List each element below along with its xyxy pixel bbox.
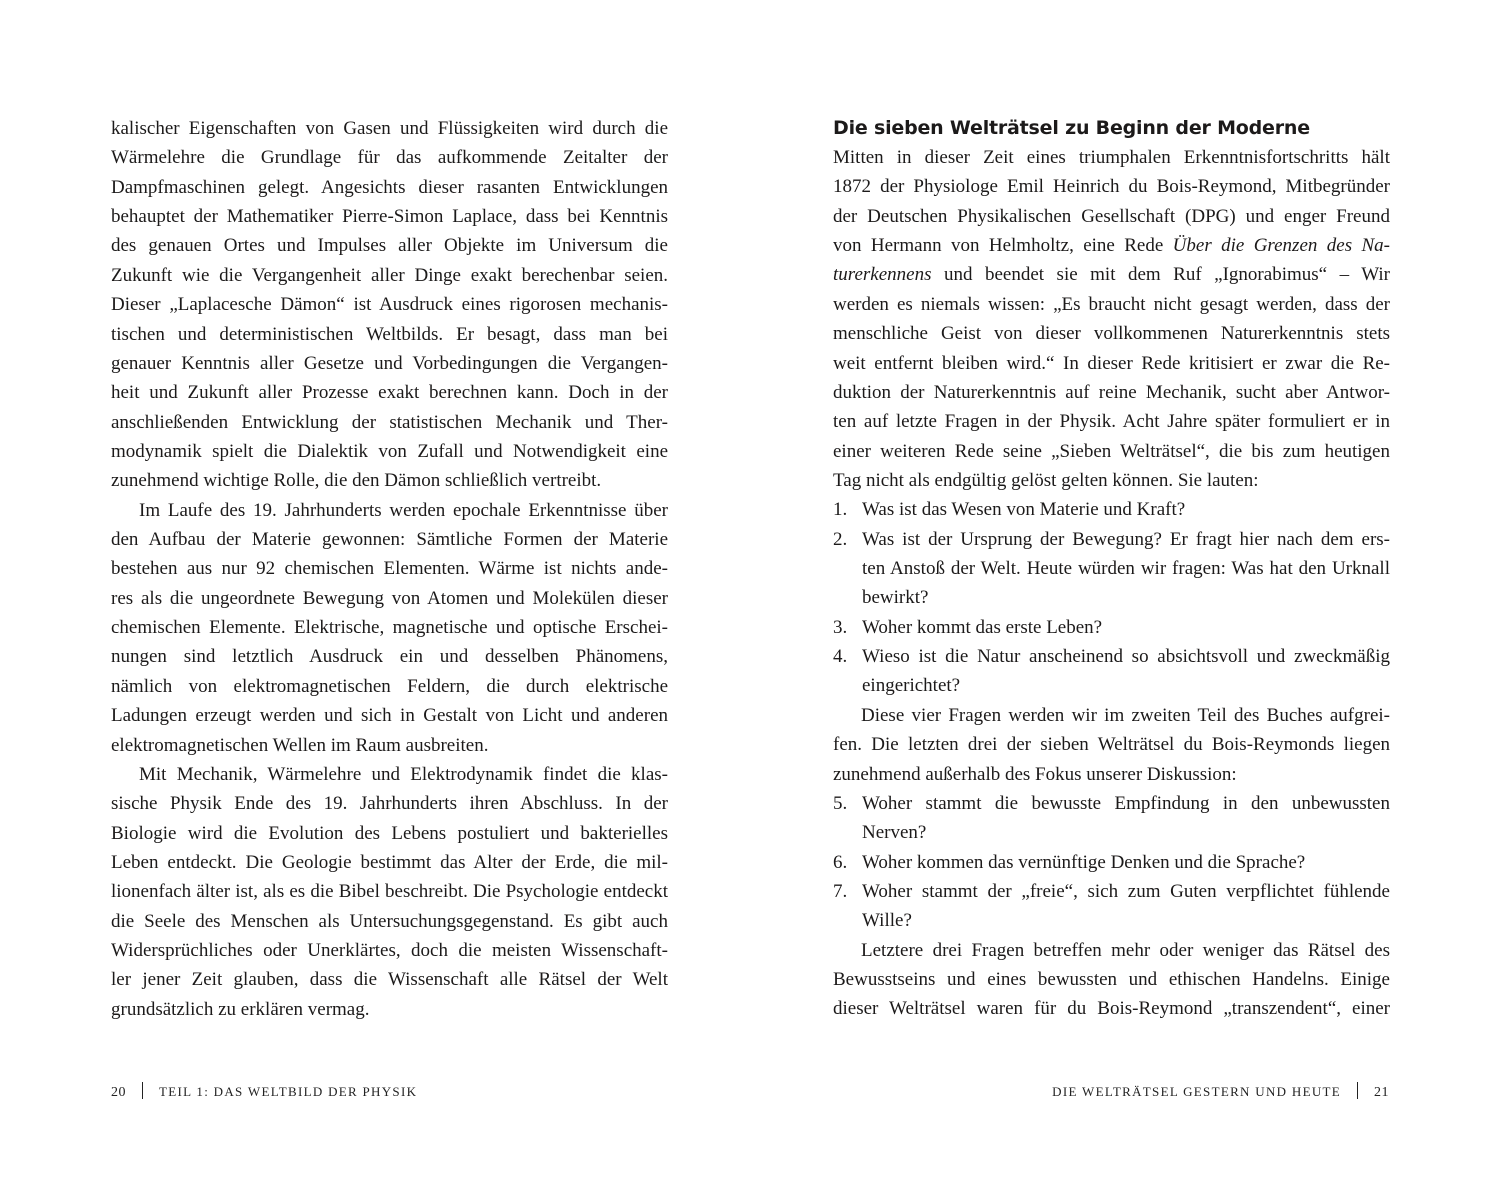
text-line: lionenfach älter ist, als es die Bibel beschreibt. Die Psychologie entdeckt — [111, 881, 668, 903]
text-line: weit entfernt bleiben wird.“ In dieser Rede kritisiert er zwar die Re- — [833, 352, 1390, 374]
text-line: genauer Kenntnis aller Gesetze und Vorbedingungen die Vergangen- — [111, 352, 668, 374]
running-head: DIE WELTRÄTSEL GESTERN UND HEUTE — [1052, 1084, 1341, 1099]
text-line: zunehmend außerhalb des Fokus unserer Diskussion: — [833, 763, 1237, 785]
list-number: 6. — [833, 851, 848, 873]
list-number: 2. — [833, 528, 848, 550]
text-line: zunehmend wichtige Rolle, die den Dämon schließlich vertreibt. — [111, 470, 602, 492]
list-number: 4. — [833, 646, 848, 668]
text-line: nämlich von elektromagnetischen Feldern, die durch elektrische — [111, 675, 668, 697]
right-page-body — [833, 143, 1390, 1024]
list-item-line: 5. Woher stammt die bewusste Empfindung in den unbewussten — [833, 789, 1390, 818]
list-item-line: 3. Woher kommt das erste Leben? — [833, 613, 1390, 642]
text-line: einer weiteren Rede seine „Sieben Welträtsel“, die bis zum heutigen — [833, 440, 1390, 462]
text-line: Tag nicht als endgültig gelöst gelten können. Sie lauten: — [833, 469, 1259, 491]
italic-title: turerkennens — [833, 264, 932, 286]
text-line: heit und Zukunft aller Prozesse exakt berechnen kann. Doch in der — [111, 382, 668, 404]
text-line: Zukunft wie die Vergangenheit aller Dinge exakt berechenbar seien. — [111, 264, 668, 286]
text-line: Letztere drei Fragen betreffen mehr oder weniger das Rätsel des — [861, 939, 1390, 961]
footer-divider — [142, 1082, 143, 1099]
list-item-line: 6. Woher kommen das vernünftige Denken und die Sprache? — [833, 848, 1390, 877]
text-line: bestehen aus nur 92 chemischen Elementen. Wärme ist nichts ande- — [111, 558, 668, 580]
text-line: des genauen Ortes und Impulses aller Objekte im Universum die — [111, 235, 668, 257]
text-line: behauptet der Mathematiker Pierre-Simon Laplace, dass bei Kenntnis — [111, 206, 668, 228]
list-item-line: 1. Was ist das Wesen von Materie und Kraft? — [833, 495, 1390, 524]
list-number: 5. — [833, 792, 848, 814]
text-line: werden es niemals wissen: „Es braucht nicht gesagt werden, dass der — [833, 293, 1390, 315]
text-line: chemischen Elemente. Elektrische, magnetische und optische Erschei- — [111, 617, 668, 639]
text-line: ten auf letzte Fragen in der Physik. Acht Jahre später formuliert er in — [833, 411, 1390, 433]
text-line: Ladungen erzeugt werden und sich in Gestalt von Licht und anderen — [111, 705, 668, 727]
left-page-footer — [111, 1082, 417, 1101]
text-line: ten Anstoß der Welt. Heute würden wir fragen: Was hat den Urknall — [862, 558, 1390, 580]
text-line: ler jener Zeit glauben, dass die Wissenschaft alle Rätsel der Welt — [111, 969, 668, 991]
text-line: elektromagnetischen Wellen im Raum ausbreiten. — [111, 734, 489, 756]
text-line: grundsätzlich zu erklären vermag. — [111, 998, 370, 1020]
text-line: menschliche Geist von dieser vollkommenen Naturerkenntnis stets — [833, 323, 1390, 345]
running-head: TEIL 1: DAS WELTBILD DER PHYSIK — [159, 1084, 418, 1099]
text-line: die Seele des Menschen als Untersuchungsgegenstand. Es gibt auch — [111, 910, 668, 932]
left-page-body — [111, 114, 668, 1024]
page-number: 20 — [111, 1085, 126, 1100]
text-line: turerkennens und beendet sie mit dem Ruf „Ignorabimus“ – Wir — [833, 264, 1390, 286]
text-line: eingerichtet? — [862, 675, 961, 697]
text-line: von Hermann von Helmholtz, eine Rede Über die Grenzen des Na- — [833, 235, 1390, 257]
text-line: Wille? — [862, 910, 912, 932]
text-line: 1872 der Physiologe Emil Heinrich du Bois-Reymond, Mitbegründer — [833, 176, 1390, 198]
text-line: Wärmelehre die Grundlage für das aufkommende Zeitalter der — [111, 147, 668, 169]
text-line: Nerven? — [862, 822, 927, 844]
text-line: anschließenden Entwicklung der statistischen Mechanik und Ther- — [111, 411, 668, 433]
page-number: 21 — [1374, 1085, 1389, 1100]
text-line: fen. Die letzten drei der sieben Welträtsel du Bois-Reymonds liegen — [833, 734, 1390, 756]
right-page-footer — [1052, 1082, 1389, 1101]
list-item-line: 2. Was ist der Ursprung der Bewegung? Er fragt hier nach dem ers- — [833, 525, 1390, 554]
list-number: 3. — [833, 616, 848, 638]
text-line: kalischer Eigenschaften von Gasen und Flüssigkeiten wird durch die — [111, 118, 668, 139]
text-line: nungen sind letztlich Ausdruck ein und desselben Phänomens, — [111, 646, 668, 668]
text-line: modynamik spielt die Dialektik von Zufall und Notwendigkeit eine — [111, 440, 668, 462]
text-line: bewirkt? — [862, 587, 929, 609]
list-number: 1. — [833, 499, 848, 521]
text-line: Leben entdeckt. Die Geologie bestimmt das Alter der Erde, die mil- — [111, 851, 668, 873]
section-heading: Die sieben Welträtsel zu Beginn der Moderne — [833, 117, 1310, 139]
list-item-line: 4. Wieso ist die Natur anscheinend so absichtsvoll und zweckmäßig — [833, 642, 1390, 671]
text-line: Biologie wird die Evolution des Lebens postuliert und bakterielles — [111, 822, 668, 844]
footer-divider — [1357, 1082, 1358, 1099]
text-line: Dampfmaschinen gelegt. Angesichts dieser rasanten Entwicklungen — [111, 176, 668, 198]
text-line: Bewusstseins und eines bewussten und ethischen Handelns. Einige — [833, 969, 1390, 991]
text-line: duktion der Naturerkenntnis auf reine Mechanik, sucht aber Antwor- — [833, 381, 1390, 403]
text-line: Diese vier Fragen werden wir im zweiten Teil des Buches aufgrei- — [861, 704, 1390, 726]
text-line: res als die ungeordnete Bewegung von Atomen und Molekülen dieser — [111, 587, 668, 609]
text-line: Im Laufe des 19. Jahrhunderts werden epochale Erkenntnisse über — [139, 499, 668, 521]
text-line: Mitten in dieser Zeit eines triumphalen Erkenntnisfortschritts hält — [833, 147, 1390, 168]
text-line: Mit Mechanik, Wärmelehre und Elektrodynamik findet die klas- — [139, 763, 668, 785]
text-line: Widersprüchliches oder Unerklärtes, doch die meisten Wissenschaft- — [111, 940, 668, 962]
text-line: tischen und deterministischen Weltbilds. Er besagt, dass man bei — [111, 323, 668, 345]
list-number: 7. — [833, 880, 848, 902]
list-item-line: 7. Woher stammt der „freie“, sich zum Guten verpflichtet fühlende — [833, 877, 1390, 906]
text-line: der Deutschen Physikalischen Gesellschaft (DPG) und enger Freund — [833, 205, 1390, 227]
text-line: den Aufbau der Materie gewonnen: Sämtliche Formen der Materie — [111, 529, 668, 551]
text-line: Dieser „Laplacesche Dämon“ ist Ausdruck eines rigorosen mechanis- — [111, 294, 668, 316]
text-line: sische Physik Ende des 19. Jahrhunderts ihren Abschluss. In der — [111, 793, 668, 815]
text-line: dieser Welträtsel waren für du Bois-Reymond „transzendent“, einer — [833, 998, 1390, 1020]
italic-title: Über die Grenzen des Na- — [1172, 235, 1390, 257]
